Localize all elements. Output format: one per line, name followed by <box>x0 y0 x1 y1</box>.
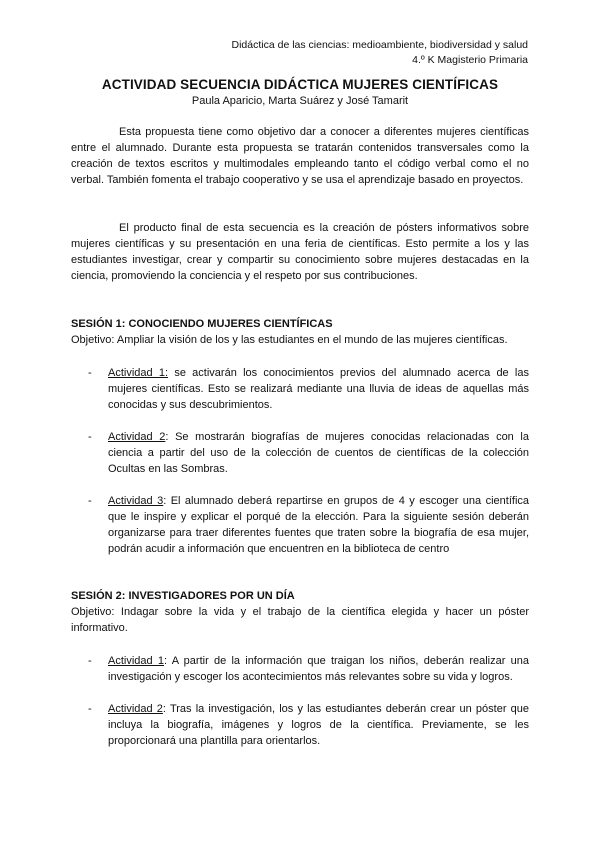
session-1-activity-3 <box>88 493 529 557</box>
activity-description: : A partir de la información que traigan los niños, deberán realizar una investigación y escoger los acontecimientos más relevantes sobre su vida y logros. <box>108 655 529 683</box>
activity-text <box>108 701 529 749</box>
list-dash: - <box>88 703 92 715</box>
session-2-title: SESIÓN 2: INVESTIGADORES POR UN DÍA <box>71 590 295 602</box>
header-group: 4.º K Magisterio Primaria <box>412 54 528 66</box>
session-1-activity-1 <box>88 365 529 413</box>
session-2-activity-1 <box>88 653 529 685</box>
session-2-objective: Objetivo: Indagar sobre la vida y el trabajo de la científica elegida y hacer un póster informativo. <box>71 606 529 634</box>
activity-text <box>108 653 529 685</box>
activity-description: : Tras la investigación, los y las estudiantes deberán crear un póster que incluya la biografía, imágenes y logros de la científica. Previamente, se les proporcionará una plantilla para orientarlos. <box>108 703 530 747</box>
activity-label: Actividad 3 <box>108 495 164 507</box>
activity-description: : Se mostrarán biografías de mujeres conocidas relacionadas con la ciencia a partir del uso de la colección de cuentos de científicas de la colección Ocultas en las Sombras. <box>108 431 529 475</box>
activity-label: Actividad 2 <box>108 703 163 715</box>
activity-label: Actividad 1: <box>108 367 169 379</box>
list-dash: - <box>88 495 92 507</box>
list-dash: - <box>88 655 92 667</box>
header-course: Didáctica de las ciencias: medioambiente, biodiversidad y salud <box>231 39 528 51</box>
activity-text <box>108 365 529 413</box>
page-header <box>232 38 529 68</box>
session-2-activity-2 <box>88 701 529 749</box>
list-dash: - <box>88 367 92 379</box>
activity-description: : El alumnado deberá repartirse en grupos de 4 y escoger una científica que le inspire y explicar el porqué de la elección. Para la siguiente sesión deberán organizarse para traer diferentes fuentes que traten sobre la biografía de esa mujer, podrán acudir a información que encuentren en la biblioteca de centro <box>108 495 530 555</box>
activity-description: se activarán los conocimientos previos del alumnado acerca de las mujeres científicas. Esto se realizará mediante una lluvia de ideas de aquellas más conocidas y sus descubrimientos. <box>108 367 529 411</box>
session-1-title: SESIÓN 1: CONOCIENDO MUJERES CIENTÍFICAS <box>71 318 333 330</box>
activity-text <box>108 429 529 477</box>
document-title: ACTIVIDAD SECUENCIA DIDÁCTICA MUJERES CIENTÍFICAS <box>101 77 499 92</box>
activity-text <box>108 493 529 557</box>
intro-paragraph-1: Esta propuesta tiene como objetivo dar a conocer a diferentes mujeres científicas entre el alumnado. Durante esta propuesta se tratarán contenidos transversales como la creación de textos escritos y multimodales empleando tanto el código verbal como el no verbal. También fomenta el trabajo cooperativo y se usa el aprendizaje basado en proyectos. <box>71 126 529 186</box>
activity-label: Actividad 2 <box>108 431 166 443</box>
intro-paragraph-2: El producto final de esta secuencia es la creación de pósters informativos sobre mujeres científicas y su presentación en una feria de científicas. Esto permite a los y las estudiantes investigar, crear y compartir su conocimiento sobre mujeres destacadas en la ciencia, promoviendo la conciencia y el respeto por sus contribuciones. <box>71 222 529 282</box>
session-1-activity-2 <box>88 429 529 477</box>
session-1-objective: Objetivo: Ampliar la visión de los y las estudiantes en el mundo de las mujeres científicas. <box>71 334 508 346</box>
list-dash: - <box>88 431 92 443</box>
activity-label: Actividad 1 <box>108 655 164 667</box>
document-authors: Paula Aparicio, Marta Suárez y José Tamarit <box>191 95 409 107</box>
